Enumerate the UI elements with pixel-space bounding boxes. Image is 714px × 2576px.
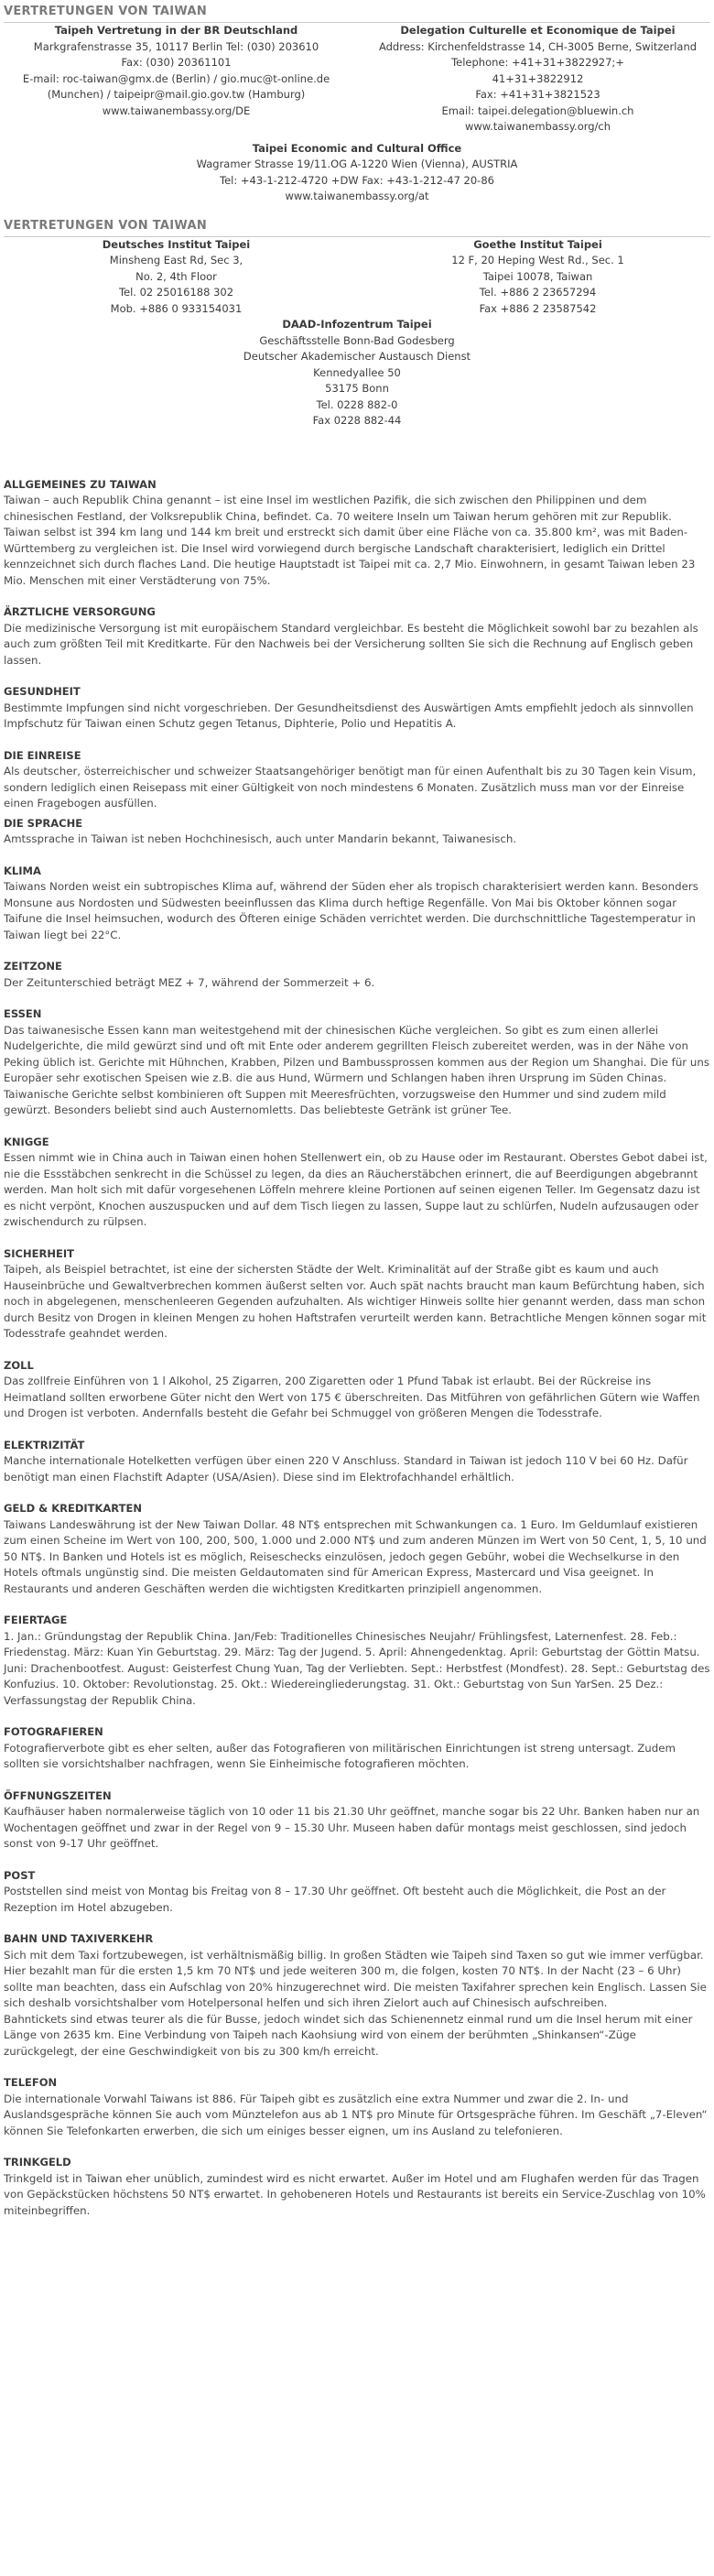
mobile-line: Mob. +886 0 933154031 [110,301,243,315]
address-daad [4,317,710,429]
info-text: Essen nimmt wie in China auch in Taiwan einen hohen Stellenwert ein, ob zu Hause oder im Restaurant. Oberstes Gebot dabei ist, nie die Essstäbchen senkrecht in die Schüssel zu legen, da dies an Räucherstäbchen erinnert, die auf Beerdigungen abgebrannt werden. Man holt sich mit dafür vorgesehenen Löffeln mehrere kleine Portionen auf seinen eigenen Teller. Im Gegensatz dazu ist es nicht verpönt, Knochen auszuspucken und auf dem Tisch liegen zu lassen, Suppe laut zu schlürfen, Nudeln aufzusaugen oder zwischendurch zu rülpsen. [4,1151,708,1228]
info-heading: POST [4,1868,36,1882]
address-line: 53175 Bonn [325,382,389,395]
info-text: Trinkgeld ist in Taiwan eher unüblich, zumindest wird es nicht erwartet. Außer im Hotel und am Flughafen werden für das Tragen von Gepäckstücken höchstens 50 NT$ erwartet. In gehobeneren Hotels und Restaurants ist bereits ein Service-Zuschlag von 10% miteinbegriffen. [4,2171,706,2217]
address-line: Fax: (030) 20361101 [121,56,232,69]
address-line: No. 2, 4th Floor [135,269,217,283]
address-name: DAAD-Infozentrum Taipei [282,318,432,331]
info-heading: ELEKTRIZITÄT [4,1438,85,1451]
website-link[interactable]: www.taiwanembassy.org/DE [102,103,251,117]
address-line: Address: Kirchenfeldstrasse 14, CH-3005 Berne, Switzerland [378,39,698,53]
email-line[interactable]: E-mail: roc-taiwan@gmx.de (Berlin) / gio.muc@t-online.de [22,71,330,85]
address-germany [9,23,343,136]
info-block-elektrizitaet [4,1438,710,1486]
info-heading: GELD & KREDITKARTEN [4,1502,142,1515]
info-block-sicherheit [4,1246,710,1342]
info-block-gesundheit [4,684,710,733]
address-name: Taipei Economic and Cultural Office [252,141,462,155]
website-link[interactable]: www.taiwanembassy.org/at [285,190,429,202]
info-heading: ZOLL [4,1358,34,1372]
info-heading: TELEFON [4,2076,58,2089]
address-line: Geschäftsstelle Bonn-Bad Godesberg [259,333,455,347]
info-heading: ÖFFNUNGSZEITEN [4,1788,112,1802]
info-heading: DIE SPRACHE [4,816,83,830]
info-text: Bahntickets sind etwas teurer als die für Busse, jedoch windet sich das Schienennetz einmal rund um die Insel herum mit einer Länge von 2635 km. Eine Verbindung von Taipeh nach Kaohsiung wird von einem der berühmten „Shinkansen“-Züge zurückgelegt, der eine Geschwindigkeit von bis zu 300 km/h erreicht. [4,2012,693,2058]
info-text: Kaufhäuser haben normalerweise täglich von 10 oder 11 bis 21.30 Uhr geöffnet, manche sogar bis 22 Uhr. Banken haben nur an Wochentagen geöffnet und zwar in der Regel von 9 – 15.30 Uhr. Museen haben dafür montags meist geschlossen, sind jedoch sonst von 9-17 Uhr geöffnet. [4,1805,700,1850]
phone-line: Telephone: +41+31+3822927;+ [451,56,624,69]
info-heading: ZEITZONE [4,960,62,973]
phone-line: 41+31+3822912 [492,71,584,85]
info-block-allgemeines [4,477,710,590]
info-text: 1. Jan.: Gründungstag der Republik China. Jan/Feb: Traditionelles Chinesisches Neujahr/ Frühlingsfest, Laternenfest. 28. Feb.: Friedenstag. März: Kuan Yin Geburtstag. 29. März: Tag der Jugend. 5. April: Ahnengedenktag. April: Geburtstag der Göttin Matsu. Juni: Drachenbootfest. August: Geisterfest Chung Yuan, Tag der Verliebten. Sept.: Herbstfest (Mondfest). 28. Sept.: Geburtstag des Konfuzius. 10. Oktober: Revolutionstag. 25. Okt.: Wiedereingliederungstag. 31. Okt.: Geburtstag von Sun YarSen. 25 Dez.: Verfassungstag der Republik China. [4,1629,710,1707]
info-block-sprache [4,816,710,848]
info-heading: ALLGEMEINES ZU TAIWAN [4,477,157,491]
info-block-oeffnungszeiten [4,1788,710,1853]
phone-line: Tel. 0228 882-0 [316,397,398,411]
address-austria [4,141,710,205]
info-heading: FEIERTAGE [4,1614,68,1626]
info-block-post [4,1868,710,1917]
address-name: Taipeh Vertretung in der BR Deutschland [54,24,298,37]
info-text: Sich mit dem Taxi fortzubewegen, ist verhältnismäßig billig. In großen Städten wie Taipeh sind Taxen so gut wie immer verfügbar. Hier bezahlt man für die ersten 1,5 km 70 NT$ und jede weiteren 300 m, die folgen, kosten 70 NT$. In der Nacht (23 – 6 Uhr) sollte man beachten, dass ein Aufschlag von 20% hinzugerechnet wird. Die meisten Taxifahrer sprechen kein Englisch. Lassen Sie sich deshalb vorsichtshalber vom Hotelpersonal helfen und sich ihren Zielort auch auf Chinesisch aufschreiben. [4,1948,707,2009]
section-representations-2 [4,218,710,429]
info-text: Der Zeitunterschied beträgt MEZ + 7, während der Sommerzeit + 6. [4,975,375,989]
address-line: Markgrafenstrasse 35, 10117 Berlin Tel: (030) 203610 [33,39,319,53]
address-switzerland [371,23,705,136]
address-name: Goethe Institut Taipei [473,237,602,251]
info-heading: TRINKGELD [4,2156,71,2168]
info-text: Poststellen sind meist von Montag bis Freitag von 8 – 17.30 Uhr geöffnet. Oft besteht auch die Möglichkeit, die Post an der Rezeption im Hotel abzugeben. [4,1885,666,1914]
fax-line: Fax 0228 882-44 [312,414,402,427]
info-block-knigge [4,1135,710,1231]
travel-info [4,477,710,2220]
section-title: VERTRETUNGEN VON TAIWAN [4,5,208,18]
info-heading: SICHERHEIT [4,1246,74,1260]
info-text: Manche internationale Hotelketten verfügen über einen 220 V Anschluss. Standard in Taiwan ist jedoch 110 V bei 60 Hz. Dafür benötigt man einen Flachstift Adapter (USA/Asien). Diese sind im Elektrofachhandel erhältlich. [4,1454,688,1484]
spacer [4,205,710,218]
info-block-essen [4,1006,710,1119]
info-block-fotografieren [4,1724,710,1773]
info-text: Fotografierverbote gibt es eher selten, außer das Fotografieren von militärischen Einrichtungen ist streng untersagt. Zudem sollten sie vorsichtshalber nachfragen, wenn Sie Einheimische fotografieren möchten. [4,1741,676,1770]
info-text: Bestimmte Impfungen sind nicht vorgeschrieben. Der Gesundheitsdienst des Auswärtigen Amts empfiehlt jedoch als sinnvollen Impfschutz für Taiwan einen Schutz gegen Tetanus, Diphterie, Polio und Hepatitis A. [4,701,694,730]
info-heading: KNIGGE [4,1135,49,1148]
info-block-einreise [4,748,710,812]
info-heading: KLIMA [4,864,41,877]
info-text: Als deutscher, österreichischer und schweizer Staatsangehöriger benötigt man für einen Aufenthalt bis zu 30 Tagen kein Visum, sondern lediglich einen Reisepass mit einer Gültigkeit von noch mindestens 6 Monaten. Zusätzlich muss man vor der Einreise einen Fragebogen ausfüllen. [4,765,697,810]
info-text: Die medizinische Versorgung ist mit europäischem Standard vergleichbar. Es besteht die Möglichkeit sowohl bar zu bezahlen als auch zum größten Teil mit Kreditkarte. Für den Nachweis bei der Versicherung sollten Sie sich die Rechnung auf Englisch geben lassen. [4,621,698,667]
info-block-telefon [4,2075,710,2139]
info-heading: ÄRZTLICHE VERSORGUNG [4,605,156,618]
info-heading: BAHN UND TAXIVERKEHR [4,1932,154,1945]
info-text: Taiwans Norden weist ein subtropisches Klima auf, während der Süden eher als tropisch charakterisiert werden kann. Besonders Monsune aus Nordosten und Südwesten beeinflussen das Klima durch heftige Regenfälle. Von Mai bis Oktober können sogar Taifune die Insel heimsuchen, wodurch des Öfteren einige Schäden verrichtet werden. Die durchschnittliche Tagestemperatur in Taiwan liegt bei 22°C. [4,880,698,941]
info-block-feiertage [4,1613,710,1709]
info-block-trinkgeld [4,2155,710,2219]
email-line[interactable]: (Munchen) / taipeipr@mail.gio.gov.tw (Hamburg) [47,88,306,101]
phone-line: Tel. +886 2 23657294 [479,286,597,299]
address-line: Wagramer Strasse 19/11.OG A-1220 Wien (Vienna), AUSTRIA [196,158,518,170]
info-block-aerztliche-versorgung [4,604,710,668]
info-text: Taiwans Landeswährung ist der New Taiwan Dollar. 48 NT$ entsprechen mit Schwankungen ca. 1 Euro. Im Geldumlauf existieren zum einen Scheine im Wert von 100, 200, 500, 1.000 und 2.000 NT$ und zum anderen Münzen im Wert von 50 Cent, 1, 5, 10 und 50 NT$. In Banken und Hotels ist es möglich, Reiseschecks einzulösen, jedoch gegen Gebühr, wobei die Wechselkurse in den Hotels oftmals ungünstig sind. Die meisten Geldautomaten sind für American Express, Mastercard und Visa geeignet. In Restaurants und anderen Geschäften werden die wichtigsten Kreditkarten prinzipiell angenommen. [4,1517,707,1595]
info-block-klima [4,864,710,944]
info-heading: ESSEN [4,1007,42,1020]
address-line: Minsheng East Rd, Sec 3, [109,254,243,266]
phone-line: Tel. 02 25016188 302 [118,286,234,299]
info-text: Die internationale Vorwahl Taiwans ist 886. Für Taipeh gibt es zusätzlich eine extra Nummer und zwar die 2. In- und Auslandsgespräche können Sie auch vom Münztelefon aus ab 1 NT$ pro Minute für Ortsgespräche führen. Im Geschäft „7-Eleven“ können Sie Telefonkarten erwerben, die sich um einiges besser eignen, um ins Ausland zu telefonieren. [4,2092,708,2137]
info-block-zoll [4,1358,710,1422]
info-text: Amtssprache in Taiwan ist neben Hochchinesisch, auch unter Mandarin bekannt, Taiwanesisch. [4,832,517,845]
info-block-geld [4,1501,710,1597]
info-text: Taipeh, als Beispiel betrachtet, ist eine der sichersten Städte der Welt. Kriminalität auf der Straße gibt es kaum und auch Hauseinbrüche und Gewaltverbrechen kommen äußerst selten vor. Auch spät nachts braucht man kaum Befürchtung haben, sich noch in abgelegenen, menschenleeren Gegenden aufzuhalten. Als wichtiger Hinweis sollte hier genannt werden, dass man schon durch Besitz von Drogen in kleinen Mengen zu hohen Haftstrafen verurteilt werden kann. Betrachtliche Mengen können sogar mit Todesstrafe geahndet werden. [4,1263,707,1340]
info-heading: GESUNDHEIT [4,685,81,698]
fax-line: Fax: +41+31+3821523 [475,88,600,101]
address-line: 12 F, 20 Heping West Rd., Sec. 1 [451,254,624,266]
spacer [4,429,710,477]
address-name: Delegation Culturelle et Economique de Taipei [400,24,676,37]
address-name: Deutsches Institut Taipei [102,237,251,251]
info-text: Das zollfreie Einführen von 1 l Alkohol, 25 Zigarren, 200 Zigaretten oder 1 Pfund Tabak ist erlaubt. Bei der Rückreise ins Heimatland sollten erworbene Güter nicht den Wert von 175 € überschreiten. Das Mitführen von gefährlichen Gütern wie Waffen und Drogen ist verboten. Andernfalls besteht die Gefahr bei Schmuggel von größeren Mengen die Todesstrafe. [4,1375,700,1419]
fax-line: Fax +886 2 23587542 [479,301,597,315]
address-goethe-institut [371,237,705,318]
info-text: Taiwan – auch Republik China genannt – ist eine Insel im westlichen Pazifik, die sich zwischen den Philippinen und dem chinesischen Festland, der Volksrepublik China, befindet. Ca. 70 weitere Inseln um Taiwan herum gehören mit zur Republik. Taiwan selbst ist 394 km lang und 144 km breit und erstreckt sich damit über eine Fläche von ca. 35.800 km², was mit Baden-Württemberg zu vergleichen ist. Die Insel wird vorwiegend durch bergische Landschaft charakterisiert, lediglich ein Drittel kennzeichnet sich durch flaches Land. Die heutige Hauptstadt ist Taipei mit ca. 2,7 Mio. Einwohnern, in gesamt Taiwan leben 23 Mio. Menschen mit einer Verstädterung von 75%. [4,494,696,587]
info-block-bahn-taxi [4,1931,710,2060]
info-heading: DIE EINREISE [4,748,81,762]
address-line: Deutscher Akademischer Austausch Dienst [243,350,471,363]
address-line: Taipei 10078, Taiwan [482,269,593,283]
address-row [4,237,710,318]
website-link[interactable]: www.taiwanembassy.org/ch [464,120,611,133]
address-deutsches-institut [9,237,343,318]
email-link[interactable]: Email: taipei.delegation@bluewin.ch [441,103,634,117]
info-text: Das taiwanesische Essen kann man weitestgehend mit der chinesischen Küche vergleichen. So gibt es zum einen allerlei Nudelgerichte, die mild gewürzt sind und oft mit Ente oder anderem gegrillten Fleisch zubereitet werden, was in der Nähe von Peking üblich ist. Gerichte mit Hühnchen, Krabben, Pilzen und Bambussprossen kommen aus der Region um Shanghai. Die für uns Europäer sehr exotischen Speisen wie z.B. die aus Hund, Würmern und Schlangen haben ihren Ursprung im Süden Chinas. Taiwanische Gerichte selbst kombinieren oft Suppen mit Meeresfrüchten, vorzugsweise den Hummer und sind zudem mild gewürzt. Besonders beliebt sind auch Austernomletts. Das beliebteste Getränk ist grüner Tee. [4,1023,710,1116]
address-line: Kennedyallee 50 [313,365,401,379]
phone-line: Tel: +43-1-212-4720 +DW Fax: +43-1-212-47 20-86 [220,173,494,187]
section-representations-1 [4,4,710,205]
section-title: VERTRETUNGEN VON TAIWAN [4,218,208,233]
info-heading: FOTOGRAFIEREN [4,1725,103,1738]
info-block-zeitzone [4,959,710,991]
address-row [4,23,710,136]
